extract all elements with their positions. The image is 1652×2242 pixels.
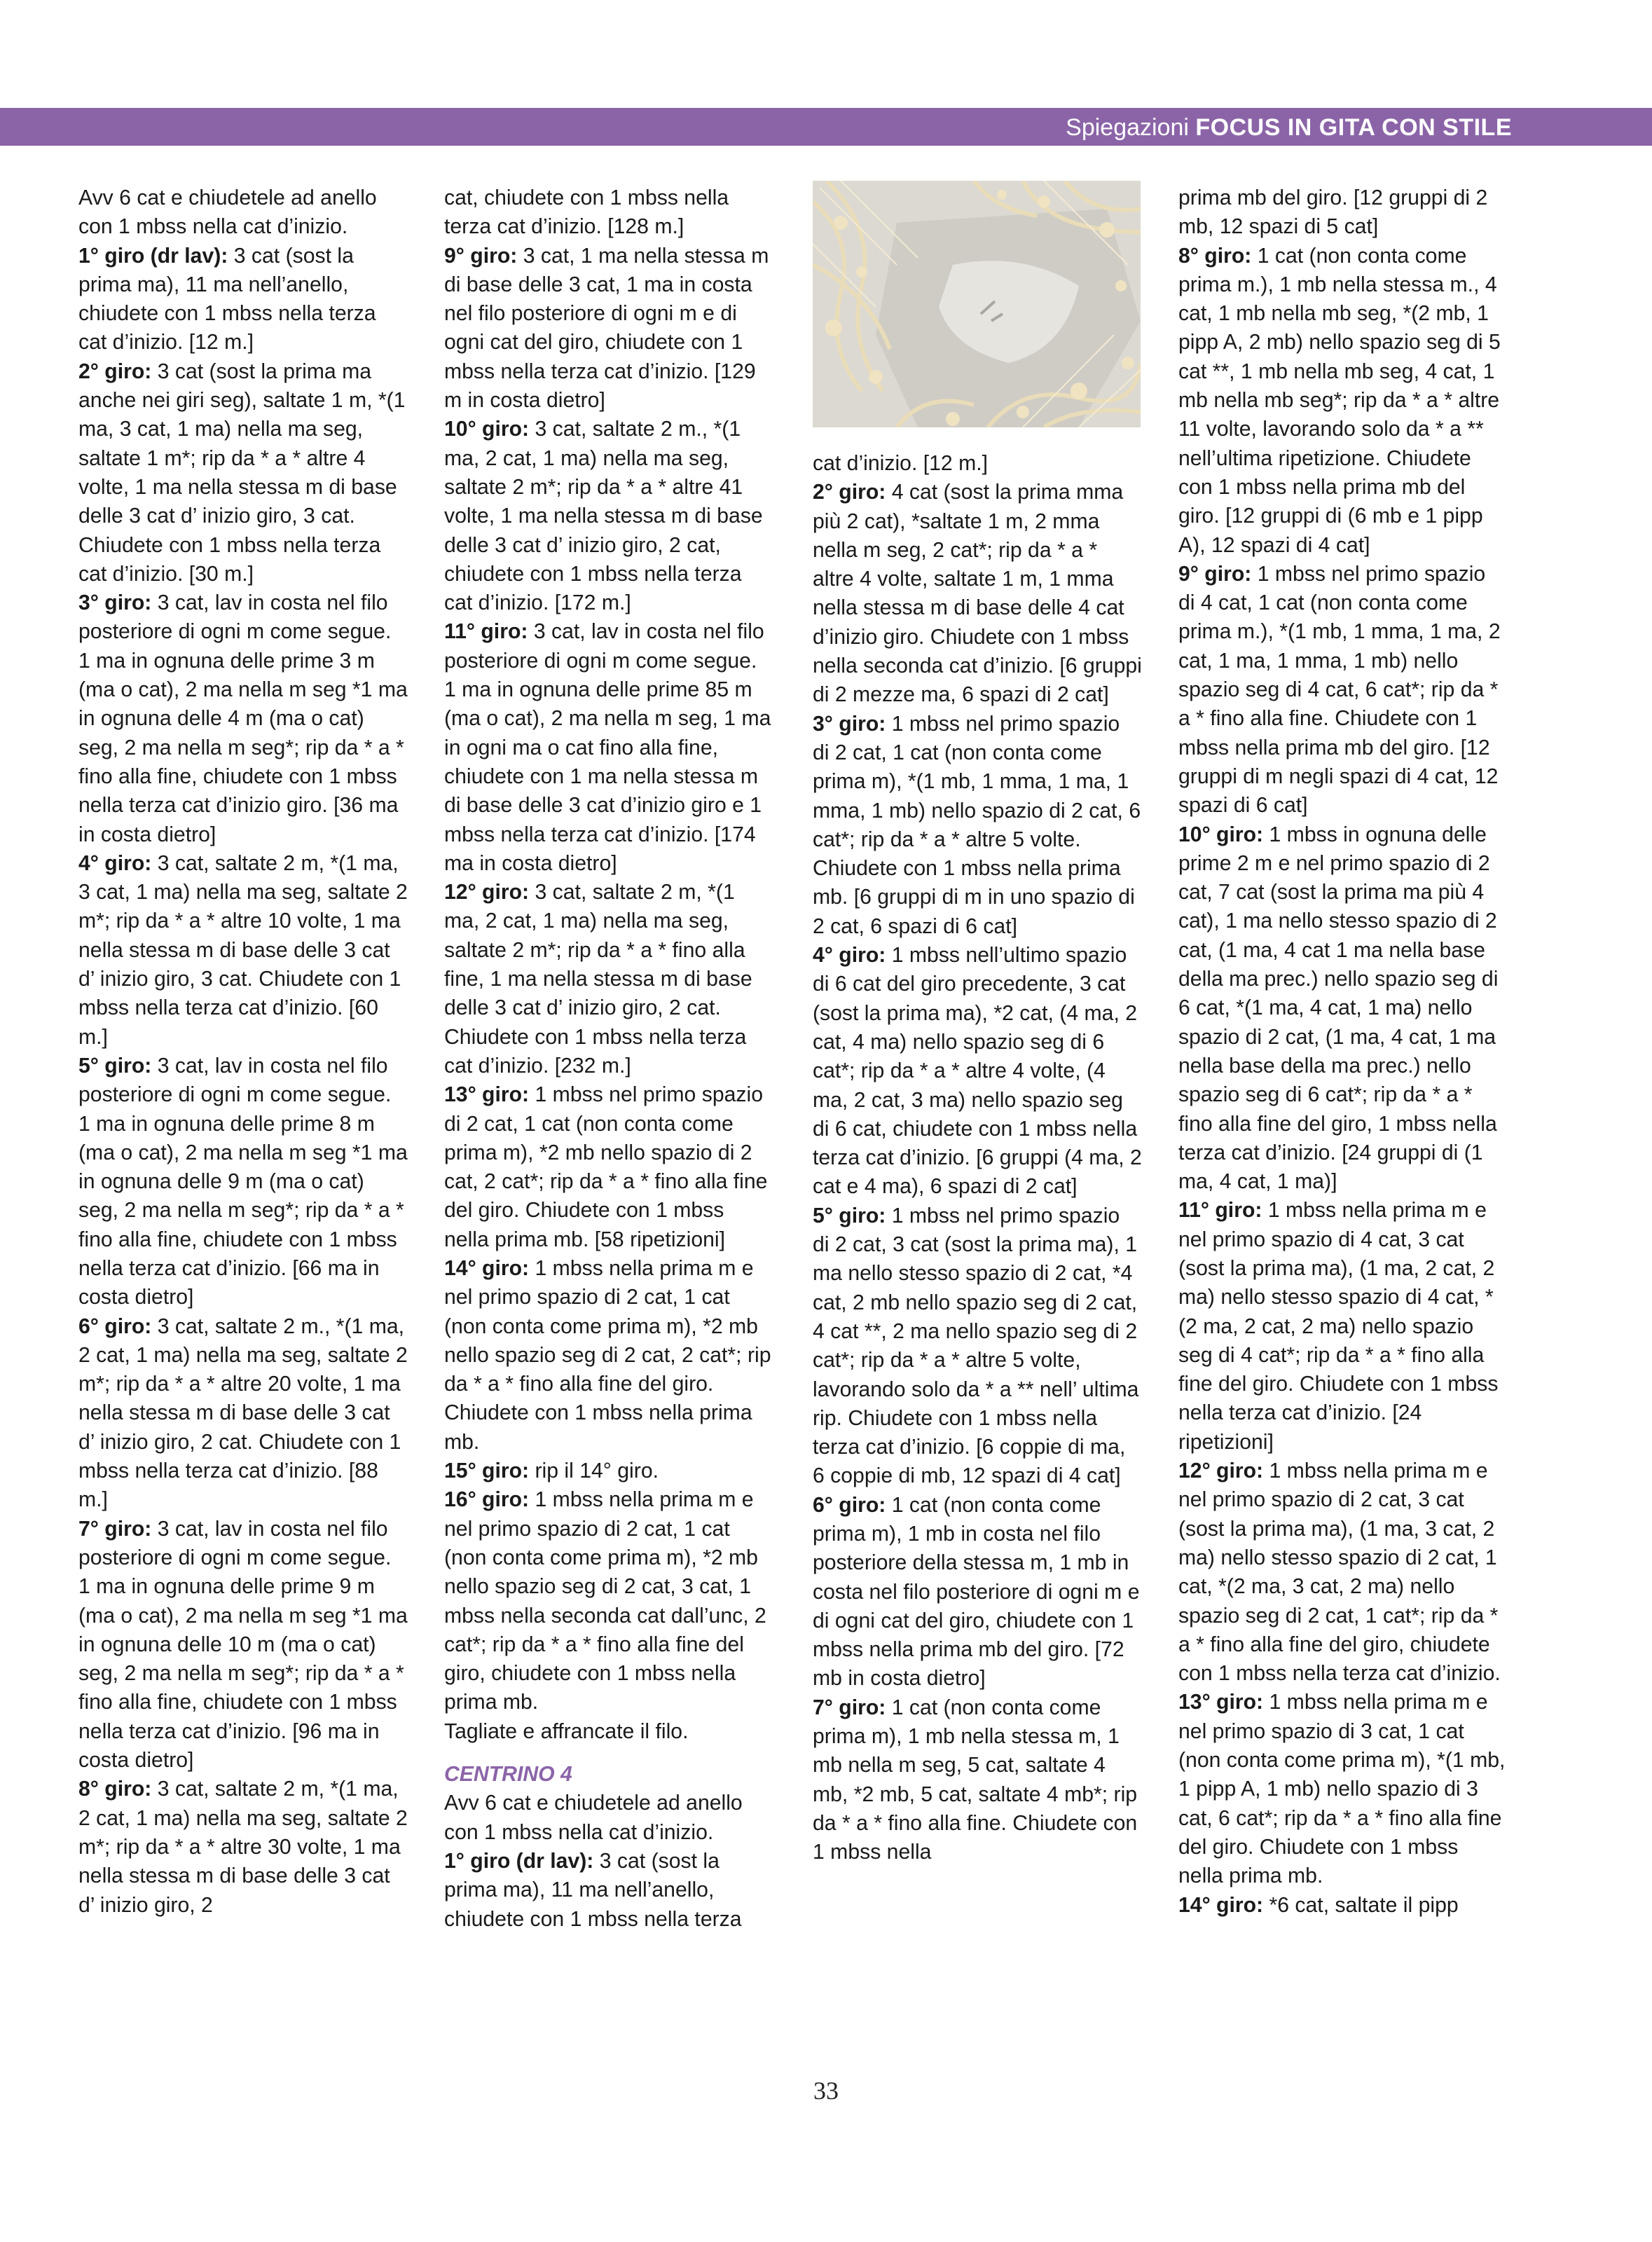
round-label: 14° giro:: [1178, 1893, 1264, 1917]
instruction-text: cat d’inizio. [12 m.]: [813, 452, 988, 475]
instruction-text: 1 mbss in ognuna delle prime 2 m e nel primo spazio di 2 cat, 7 cat (sost la prima ma più 4 cat), 1 ma nello stesso spazio di 2 cat, (1 ma, 4 cat 1 ma nella base della ma prec.) nello spazio seg di 6 cat, *(1 ma, 4 cat, 1 ma) nello spazio di 2 cat, (1 ma, 4 cat, 1 ma nella base della ma prec.) nello spazio seg di 6 cat*; rip da * a * fino alla fine del giro, 1 mbss nella terza cat d’inizio. [24 gruppi di (1 ma, 4 cat, 1 ma)]: [1178, 823, 1499, 1194]
instruction-text: Avv 6 cat e chiudetele ad anello con 1 mbss nella cat d’inizio.: [78, 186, 377, 239]
instruction-text: 3 cat, lav in costa nel filo posteriore di ogni m come segue. 1 ma in ognuna delle prime 8 m (ma o cat), 2 ma nella m seg *1 ma in ognuna delle 9 m (ma o cat) seg, 2 ma nella m seg*; rip da * a * fino alla fine, chiudete con 1 mbss nella terza cat d’inizio. [66 ma in costa dietro]: [78, 1054, 408, 1309]
round-label: 13° giro:: [444, 1083, 530, 1107]
round-label: 13° giro:: [1178, 1691, 1264, 1714]
instruction-text: 4 cat (sost la prima mma più 2 cat), *saltate 1 m, 2 mma nella m seg, 2 cat*; rip da * a * altre 4 volte, saltate 1 m, 1 mma nella stessa m di base delle 4 cat d’inizio giro. Chiudete con 1 mbss nella seconda cat d’inizio. [6 gruppi di 2 mezze ma, 6 spazi di 2 cat]: [813, 481, 1142, 707]
page-number: 33: [813, 2077, 839, 2105]
instruction-text: 1 cat (non conta come prima m), 1 mb nella stessa m, 1 mb nella m seg, 5 cat, saltate 4 mb, *2 mb, 5 cat, saltate 4 mb*; rip da * a * fino alla fine. Chiudete con 1 mbss nella: [813, 1696, 1138, 1864]
round-label: 6° giro:: [813, 1493, 886, 1517]
round-label: 10° giro:: [1178, 823, 1264, 846]
text-column-2: [444, 184, 773, 1934]
round-label: 14° giro:: [444, 1256, 530, 1280]
round-label: 8° giro:: [78, 1777, 152, 1801]
instruction-text: 3 cat (sost la prima ma), 11 ma nell’anello, chiudete con 1 mbss nella terza: [444, 1849, 742, 1931]
text-column-1: [78, 184, 408, 1920]
instruction-text: 3 cat, saltate 2 m, *(1 ma, 3 cat, 1 ma) nella ma seg, saltate 2 m*; rip da * a * altre 10 volte, 1 ma nella stessa m di base delle 3 cat d’ inizio giro, 3 cat. Chiudete con 1 mbss nella terza cat d’inizio. [60 m.]: [78, 851, 408, 1049]
instruction-text: Tagliate e affrancate il filo.: [444, 1719, 689, 1743]
round-label: 7° giro:: [78, 1517, 152, 1541]
instruction-paragraph: [78, 357, 408, 589]
instruction-text: 1 mbss nel primo spazio di 4 cat, 1 cat (non conta come prima m.), *(1 mb, 1 mma, 1 ma, 2 cat, 1 ma, 1 mma, 1 mb) nello spazio seg di 4 cat, 6 cat*; rip da * a * fino alla fine. Chiudete con 1 mbss nella prima mb del giro. [12 gruppi di m negli spazi di 4 cat, 12 spazi di 6 cat]: [1178, 562, 1501, 818]
text-column-3: [813, 449, 1142, 1867]
section-title: CENTRINO 4: [444, 1763, 572, 1787]
instruction-text: 3 cat (sost la prima ma anche nei giri seg), saltate 1 m, *(1 ma, 3 cat, 1 ma) nella ma seg, saltate 1 m*; rip da * a * altre 4 volte, 1 ma nella stessa m di base delle 3 cat d’ inizio giro, 3 cat. Chiudete con 1 mbss nella terza cat d’inizio. [30 m.]: [78, 359, 406, 586]
round-label: 10° giro:: [444, 418, 530, 441]
instruction-text: 1 mbss nella prima m e nel primo spazio di 3 cat, 1 cat (non conta come prima m), *(1 mb, 1 pipp A, 1 mb) nello spazio di 3 cat, 6 cat*; rip da * a * fino alla fine del giro. Chiudete con 1 mbss nella prima mb.: [1178, 1691, 1506, 1888]
instruction-text: 3 cat, lav in costa nel filo posteriore di ogni m come segue. 1 ma in ognuna delle prime 85 m (ma o cat), 2 ma nella m seg, 1 ma in ogni ma o cat fino alla fine, chiudete con 1 ma nella stessa m di base delle 3 cat d’inizio giro e 1 mbss nella terza cat d’inizio. [174 ma in costa dietro]: [444, 620, 771, 875]
instruction-paragraph: [444, 1254, 773, 1457]
instruction-paragraph: [444, 1457, 773, 1485]
round-label: 1° giro (dr lav):: [78, 244, 228, 268]
instruction-text: 3 cat, lav in costa nel filo posteriore di ogni m come segue. 1 ma in ognuna delle prime 9 m (ma o cat), 2 ma nella m seg *1 ma in ognuna delle 10 m (ma o cat) seg, 2 ma nella m seg*; rip da * a * fino alla fine, chiudete con 1 mbss nella terza cat d’inizio. [96 ma in costa dietro]: [78, 1517, 408, 1773]
instruction-paragraph: [1178, 1891, 1508, 1920]
instruction-text: 3 cat, 1 ma nella stessa m di base delle 3 cat, 1 ma in costa nel filo posteriore di ogni m e di ogni cat del giro, chiudete con 1 mbss nella terza cat d’inizio. [129 m in costa dietro]: [444, 244, 769, 413]
running-header: [1066, 108, 1512, 146]
instruction-paragraph: [444, 1789, 773, 1847]
instruction-text: rip il 14° giro.: [529, 1459, 659, 1483]
round-label: 9° giro:: [444, 244, 518, 268]
round-label: 16° giro:: [444, 1488, 530, 1512]
doily-image-icon: [813, 181, 1141, 427]
round-label: 12° giro:: [1178, 1459, 1264, 1483]
instruction-paragraph: [78, 1052, 408, 1312]
instruction-paragraph: [1178, 1457, 1508, 1688]
instruction-paragraph: [444, 184, 773, 242]
instruction-paragraph: [78, 589, 408, 849]
round-label: 3° giro:: [813, 712, 886, 736]
instruction-text: 1 mbss nella prima m e nel primo spazio di 2 cat, 3 cat (sost la prima ma), (1 ma, 3 cat, 2 ma) nello stesso spazio di 2 cat, 1 cat, *(2 ma, 3 cat, 2 ma) nello spazio seg di 2 cat, 1 cat*; rip da * a * fino alla fine del giro, chiudete con 1 mbss nella terza cat d’inizio.: [1178, 1459, 1501, 1686]
round-label: 6° giro:: [78, 1314, 152, 1338]
instruction-text: prima mb del giro. [12 gruppi di 2 mb, 12 spazi di 5 cat]: [1178, 186, 1488, 239]
round-label: 1° giro (dr lav):: [444, 1849, 594, 1873]
instruction-text: 1 mbss nel primo spazio di 2 cat, 3 cat (sost la prima ma), 1 ma nello stesso spazio di 2 cat, *4 cat, 2 mb nello spazio seg di 2 cat, 4 cat **, 2 ma nello spazio seg di 2 cat*; rip da * a * altre 5 volte, lavorando solo da * a ** nell’ ultima rip. Chiudete con 1 mbss nella terza cat d’inizio. [6 coppie di ma, 6 coppie di mb, 12 spazi di 4 cat]: [813, 1204, 1139, 1488]
instruction-paragraph: [78, 849, 408, 1052]
instruction-paragraph: [1178, 184, 1508, 242]
instruction-paragraph: [1178, 1688, 1508, 1890]
round-label: 5° giro:: [813, 1204, 886, 1227]
instruction-text: 1 cat (non conta come prima m), 1 mb in costa nel filo posteriore della stessa m, 1 mb in costa nel filo posteriore di ogni m e di ogni cat del giro, chiudete con 1 mbss nella prima mb del giro. [72 mb in costa dietro]: [813, 1493, 1140, 1691]
instruction-paragraph: [78, 184, 408, 242]
instruction-text: 3 cat (sost la prima ma), 11 ma nell’anello, chiudete con 1 mbss nella terza cat d’inizio. [12 m.]: [78, 244, 376, 355]
round-label: 4° giro:: [813, 944, 886, 968]
instruction-text: 1 mbss nella prima m e nel primo spazio di 2 cat, 1 cat (non conta come prima m), *2 mb nello spazio seg di 2 cat, 2 cat*; rip da * a * fino alla fine del giro. Chiudete con 1 mbss nella prima mb.: [444, 1256, 771, 1454]
instruction-paragraph: [1178, 560, 1508, 820]
instruction-paragraph: [813, 941, 1142, 1202]
instruction-paragraph: [444, 878, 773, 1080]
round-label: 15° giro:: [444, 1459, 530, 1483]
instruction-text: *6 cat, saltate il pipp: [1263, 1893, 1459, 1917]
instruction-paragraph: [78, 1515, 408, 1775]
instruction-paragraph: [1178, 242, 1508, 560]
instruction-paragraph: [444, 617, 773, 878]
round-label: 11° giro:: [1178, 1199, 1262, 1223]
instruction-text: 1 mbss nel primo spazio di 2 cat, 1 cat (non conta come prima m), *(1 mb, 1 mma, 1 ma, 1 mma, 1 mb) nello spazio di 2 cat, 6 cat*; rip da * a * altre 5 volte. Chiudete con 1 mbss nella prima mb. [6 gruppi di m in uno spazio di 2 cat, 6 spazi di 6 cat]: [813, 712, 1141, 938]
instruction-text: 3 cat, saltate 2 m, *(1 ma, 2 cat, 1 ma) nella ma seg, saltate 2 m*; rip da * a * altre 30 volte, 1 ma nella stessa m di base delle 3 cat d’ inizio giro, 2: [78, 1777, 408, 1917]
instruction-text: Avv 6 cat e chiudetele ad anello con 1 mbss nella cat d’inizio.: [444, 1791, 743, 1844]
instruction-paragraph: [78, 242, 408, 357]
instruction-paragraph: [813, 478, 1142, 709]
instruction-text: 1 mbss nella prima m e nel primo spazio di 4 cat, 3 cat (sost la prima ma), (1 ma, 2 cat, 2 ma) nello stesso spazio di 4 cat, *(2 ma, 2 cat, 2 ma) nello spazio seg di 4 cat*; rip da * a * fino alla fine del giro. Chiudete con 1 mbss nella terza cat d’inizio. [24 ripetizioni]: [1178, 1199, 1499, 1454]
instruction-paragraph: [444, 415, 773, 617]
instruction-paragraph: [444, 242, 773, 415]
round-label: 8° giro:: [1178, 244, 1252, 268]
round-label: 2° giro:: [813, 481, 886, 504]
instruction-paragraph: [1178, 1196, 1508, 1457]
instruction-paragraph: [813, 1202, 1142, 1491]
instruction-paragraph: [78, 1775, 408, 1919]
instruction-text: 1 mbss nel primo spazio di 2 cat, 1 cat (non conta come prima m), *2 mb nello spazio di 2 cat, 2 cat*; rip da * a * fino alla fine del giro. Chiudete con 1 mbss nella prima mb. [58 ripetizioni]: [444, 1083, 768, 1251]
instruction-text: 3 cat, lav in costa nel filo posteriore di ogni m come segue. 1 ma in ognuna delle prime 3 m (ma o cat), 2 ma nella m seg *1 ma in ognuna delle 4 m (ma o cat) seg, 2 ma nella m seg*; rip da * a * fino alla fine, chiudete con 1 mbss nella terza cat d’inizio giro. [36 ma in costa dietro]: [78, 591, 408, 846]
round-label: 9° giro:: [1178, 562, 1252, 586]
instruction-text: 1 mbss nella prima m e nel primo spazio di 2 cat, 1 cat (non conta come prima m), *2 mb nello spazio seg di 2 cat, 3 cat, 1 mbss nella seconda cat dall’unc, 2 cat*; rip da * a * fino alla fine del giro, chiudete con 1 mbss nella prima mb.: [444, 1488, 766, 1714]
header-prefix: Spiegazioni: [1066, 114, 1189, 141]
round-label: 7° giro:: [813, 1696, 886, 1719]
header-title: FOCUS IN GITA CON STILE: [1195, 114, 1512, 141]
instruction-text: cat, chiudete con 1 mbss nella terza cat d’inizio. [128 m.]: [444, 186, 729, 239]
round-label: 11° giro:: [444, 620, 528, 644]
instruction-paragraph: [1178, 820, 1508, 1197]
round-label: 2° giro:: [78, 359, 152, 383]
instruction-paragraph: [813, 1693, 1142, 1867]
text-column-4: [1178, 184, 1508, 1920]
instruction-paragraph: [813, 449, 1142, 478]
instruction-text: 3 cat, saltate 2 m., *(1 ma, 2 cat, 1 ma) nella ma seg, saltate 2 m*; rip da * a * altre 41 volte, 1 ma nella stessa m di base delle 3 cat d’ inizio giro, 2 cat, chiudete con 1 mbss nella terza cat d’inizio. [172 m.]: [444, 418, 763, 615]
instruction-paragraph: [813, 710, 1142, 941]
instruction-paragraph: [444, 1717, 773, 1746]
crochet-doily-photo: [813, 181, 1141, 427]
round-label: 12° giro:: [444, 881, 530, 905]
instruction-text: 1 mbss nell’ultimo spazio di 6 cat del giro precedente, 3 cat (sost la prima ma), *2 cat, (4 ma, 2 cat, 4 ma) nello spazio seg di 6 cat*; rip da * a * altre 4 volte, (4 ma, 2 cat, 3 ma) nello spazio seg di 6 cat, chiudete con 1 mbss nella terza cat d’inizio. [6 gruppi (4 ma, 2 cat e 4 ma), 6 spazi di 2 cat]: [813, 944, 1142, 1199]
instruction-paragraph: [444, 1847, 773, 1934]
instruction-text: 3 cat, saltate 2 m, *(1 ma, 2 cat, 1 ma) nella ma seg, saltate 2 m*; rip da * a * fino alla fine, 1 ma nella stessa m di base delle 3 cat d’ inizio giro, 2 cat. Chiudete con 1 mbss nella terza cat d’inizio. [232 m.]: [444, 881, 752, 1078]
round-label: 4° giro:: [78, 851, 152, 875]
round-label: 3° giro:: [78, 591, 152, 615]
instruction-text: 1 cat (non conta come prima m.), 1 mb nella stessa m., 4 cat, 1 mb nella mb seg, *(2 mb, 1 pipp A, 2 mb) nello spazio seg di 5 cat **, 1 mb nella mb seg, 4 cat, 1 mb nella mb seg*; rip da * a * altre 11 volte, lavorando solo da * a ** nell’ultima ripetizione. Chiudete con 1 mbss nella prima mb del giro. [12 gruppi di (6 mb e 1 pipp A), 12 spazi di 4 cat]: [1178, 244, 1501, 557]
instruction-paragraph: [78, 1312, 408, 1515]
round-label: 5° giro:: [78, 1054, 152, 1078]
instruction-paragraph: [444, 1485, 773, 1717]
instruction-paragraph: [813, 1491, 1142, 1693]
instruction-paragraph: [444, 1080, 773, 1254]
instruction-text: 3 cat, saltate 2 m., *(1 ma, 2 cat, 1 ma) nella ma seg, saltate 2 m*; rip da * a * altre 20 volte, 1 ma nella stessa m di base delle 3 cat d’ inizio giro, 2 cat. Chiudete con 1 mbss nella terza cat d’inizio. [88 m.]: [78, 1314, 408, 1512]
